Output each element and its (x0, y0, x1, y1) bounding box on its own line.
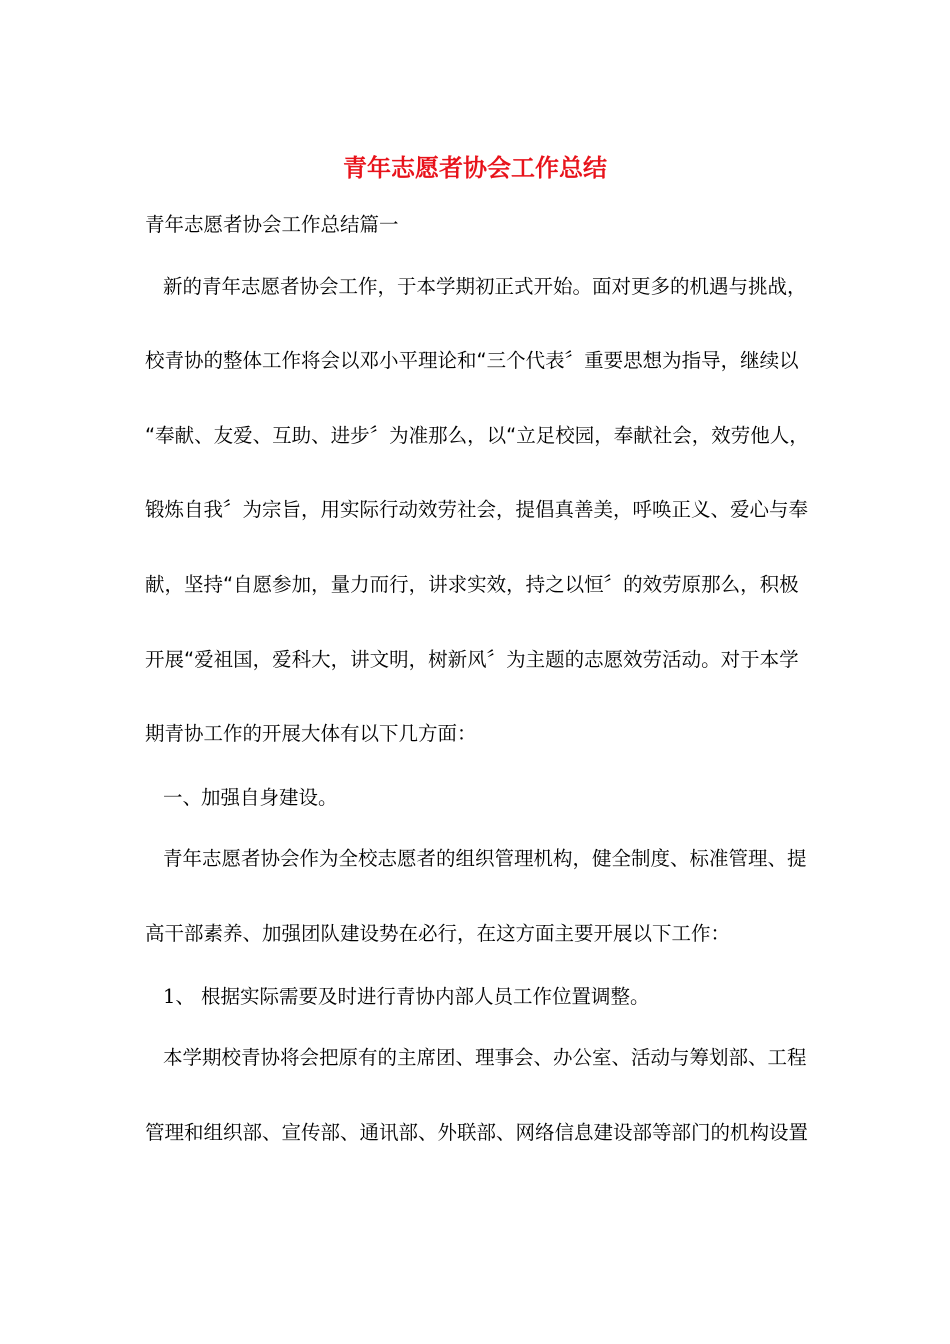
section-heading-text: 加强自身建设。 (201, 786, 338, 809)
paragraph-line: 新的青年志愿者协会工作，于本学期初正式开始。面对更多的机遇与挑战， (163, 275, 807, 298)
paragraph-line: 本学期校青协将会把原有的主席团、理事会、办公室、活动与筹划部、工程 (163, 1046, 807, 1069)
paragraph-line: 期青协工作的开展大体有以下几方面： (145, 722, 477, 745)
paragraph-line: 献，坚持“自愿参加，量力而行，讲求实效，持之以恒〞的效劳原那么，积极 (145, 573, 799, 596)
paragraph-line: 开展“爱祖国，爱科大，讲文明，树新风〞为主题的志愿效劳活动。对于本学 (145, 648, 799, 671)
paragraph-line: 管理和组织部、宣传部、通讯部、外联部、网络信息建设部等部门的机构设置 (145, 1121, 809, 1144)
list-item-text: 根据实际需要及时进行青协内部人员工作位置调整。 (201, 985, 650, 1008)
paragraph-line: 校青协的整体工作将会以邓小平理论和“三个代表〞重要思想为指导，继续以 (145, 349, 799, 372)
list-item (163, 983, 823, 1011)
paragraph-line: 锻炼自我〞为宗旨，用实际行动效劳社会，提倡真善美，呼唤正义、爱心与奉 (145, 498, 809, 521)
paragraph-line: 青年志愿者协会作为全校志愿者的组织管理机构，健全制度、标准管理、提 (163, 847, 807, 870)
paragraph-line: 高干部素养、加强团队建设势在必行，在这方面主要开展以下工作： (145, 922, 731, 945)
section-subtitle: 青年志愿者协会工作总结篇一 (145, 213, 399, 236)
list-item-number: 1、 (163, 985, 195, 1008)
paragraph-line: “奉献、友爱、互助、进步〞为准那么，以“立足校园，奉献社会，效劳他人， (145, 424, 809, 447)
section-number: 一、 (163, 786, 203, 809)
section-heading (163, 784, 823, 812)
document-title: 青年志愿者协会工作总结 (343, 154, 607, 182)
